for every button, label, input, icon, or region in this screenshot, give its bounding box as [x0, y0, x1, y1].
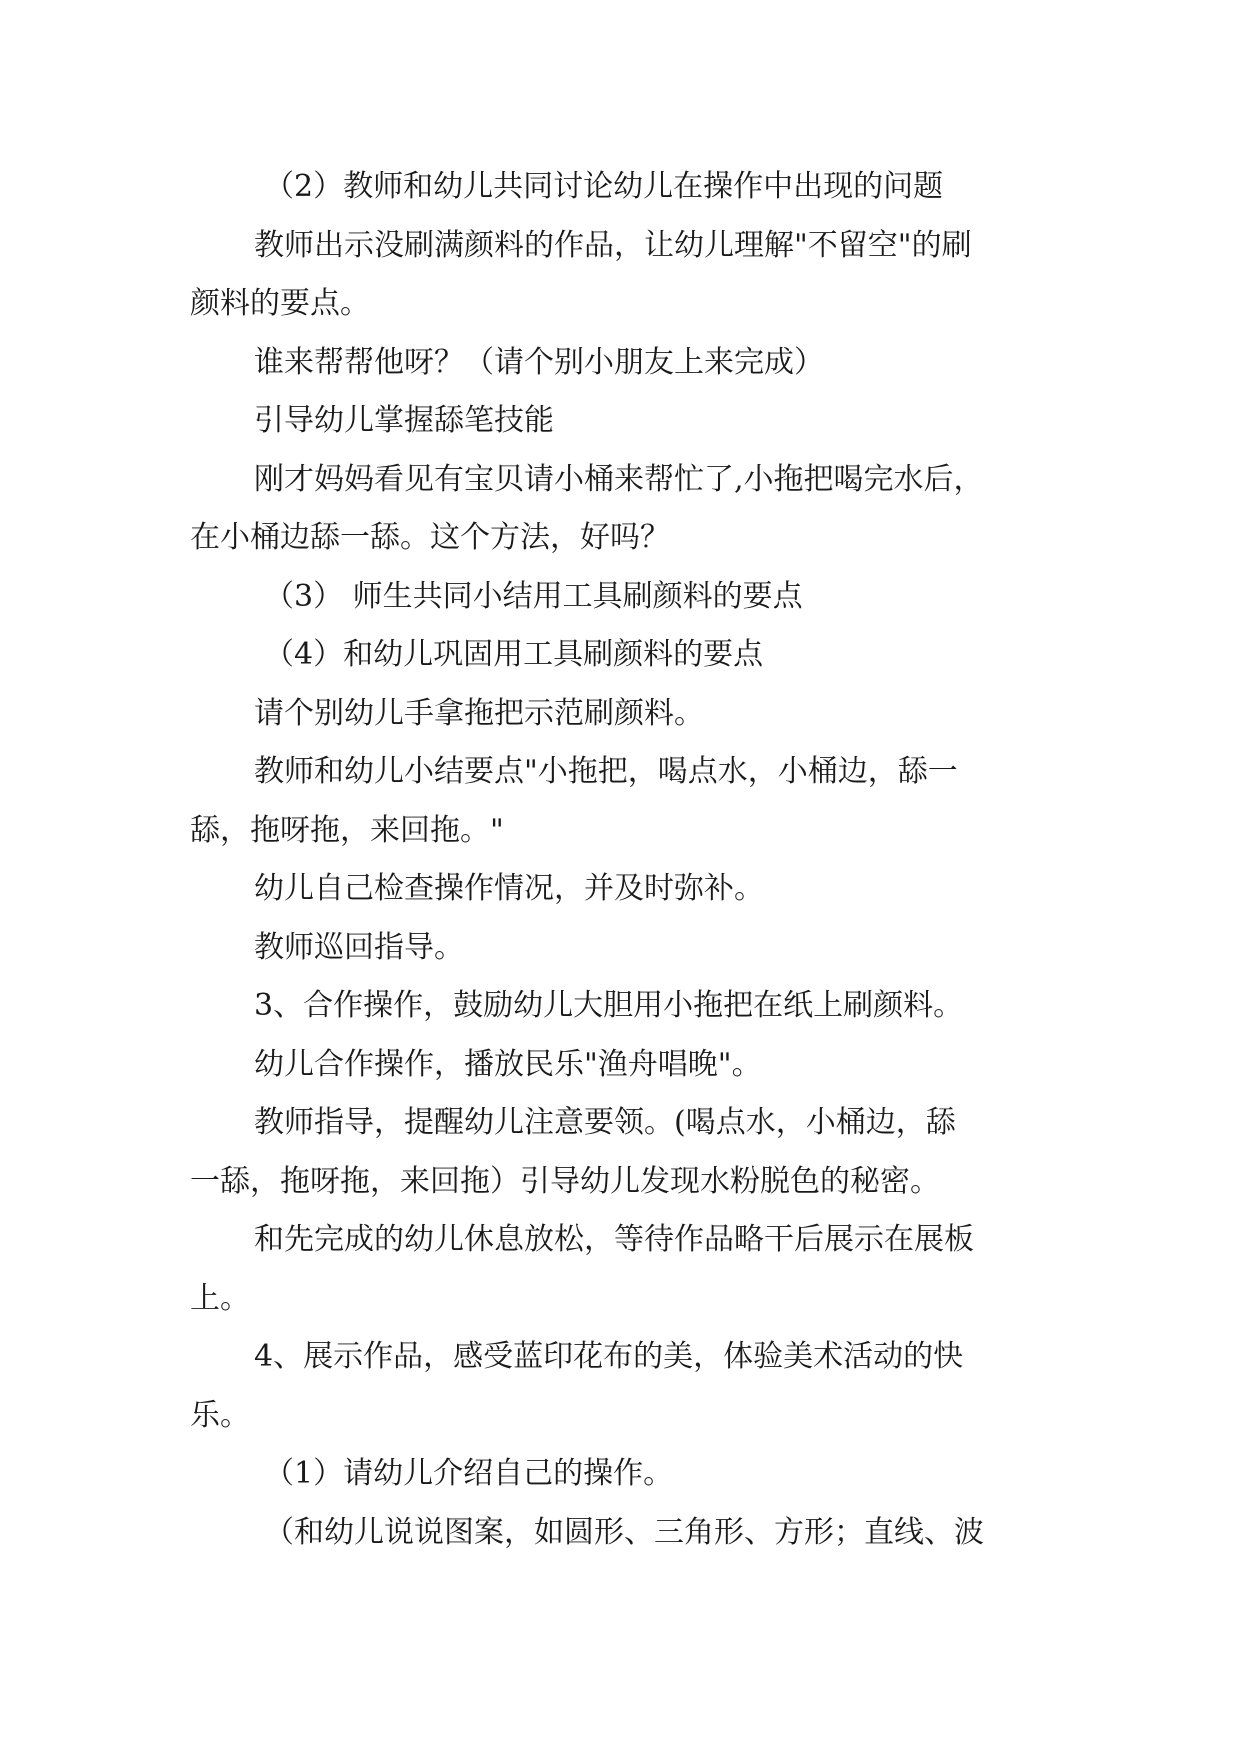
paragraph-line: 幼儿自己检查操作情况，并及时弥补。 [254, 871, 764, 906]
document-body [190, 158, 1060, 1562]
paragraph-line: 教师巡回指导。 [254, 929, 464, 965]
paragraph-line: 引导幼儿掌握舔笔技能 [254, 403, 554, 438]
paragraph-line: （3） 师生共同小结用工具刷颜料的要点 [264, 578, 803, 614]
paragraph-line: （4）和幼儿巩固用工具刷颜料的要点 [264, 637, 764, 672]
paragraph-line: 颜料的要点。 [190, 286, 370, 321]
paragraph-line: （2）教师和幼儿共同讨论幼儿在操作中出现的问题 [264, 169, 944, 204]
paragraph-line: 幼儿合作操作，播放民乐"渔舟唱晚"。 [254, 1046, 762, 1082]
paragraph-line: 和先完成的幼儿休息放松，等待作品略干后展示在展板 [254, 1222, 974, 1257]
paragraph-line: 舔，拖呀拖，来回拖。" [190, 812, 504, 848]
paragraph-line: 教师指导，提醒幼儿注意要领。(喝点水，小桶边，舔 [254, 1105, 956, 1140]
paragraph-line: 谁来帮帮他呀？（请个别小朋友上来完成） [254, 344, 824, 380]
paragraph-line: 请个别幼儿手拿拖把示范刷颜料。 [254, 695, 704, 731]
paragraph-line: 教师和幼儿小结要点"小拖把，喝点水，小桶边，舔一 [254, 754, 958, 789]
paragraph-line: 教师出示没刷满颜料的作品，让幼儿理解"不留空"的刷 [254, 227, 972, 263]
paragraph-line: 一舔，拖呀拖，来回拖）引导幼儿发现水粉脱色的秘密。 [190, 1163, 940, 1199]
paragraph-line: 4、展示作品，感受蓝印花布的美，体验美术活动的快 [254, 1339, 964, 1374]
paragraph-line: （1）请幼儿介绍自己的操作。 [264, 1456, 674, 1491]
paragraph-line: 乐。 [190, 1397, 250, 1433]
paragraph-line: 3、合作操作，鼓励幼儿大胆用小拖把在纸上刷颜料。 [254, 988, 964, 1023]
paragraph-line: 在小桶边舔一舔。这个方法，好吗？ [190, 520, 670, 555]
paragraph-line: （和幼儿说说图案，如圆形、三角形、方形；直线、波 [264, 1514, 984, 1550]
paragraph-line: 上。 [190, 1280, 250, 1316]
paragraph-line: 刚才妈妈看见有宝贝请小桶来帮忙了,小拖把喝完水后， [254, 461, 984, 497]
